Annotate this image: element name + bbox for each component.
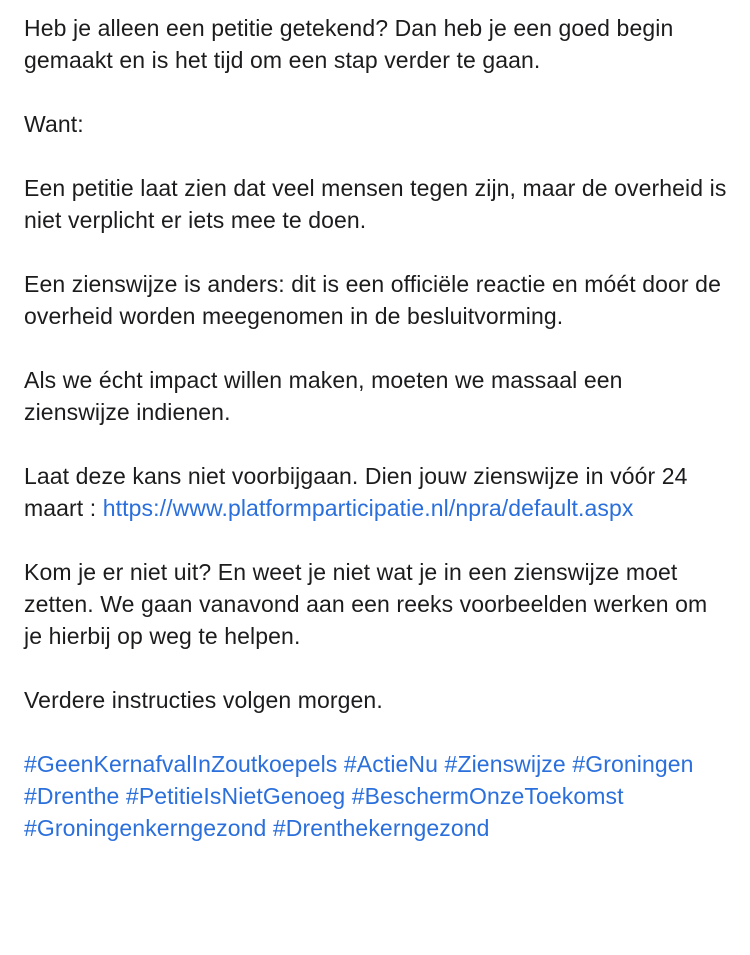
paragraph-help: Kom je er niet uit? En weet je niet wat je in een zienswijze moet zetten. We gaan vanavond aan een reeks voorbeelden werken om je hierbij op weg te helpen. [24,559,708,649]
paragraph-intro: Heb je alleen een petitie getekend? Dan heb je een goed begin gemaakt en is het tijd om een stap verder te gaan. [24,15,674,73]
participation-link[interactable]: https://www.platformparticipatie.nl/npra/default.aspx [102,495,634,521]
hashtag[interactable]: #Groningen [572,751,694,777]
hashtag[interactable]: #PetitieIsNietGenoeg [125,783,346,809]
hashtag[interactable]: #BeschermOnzeToekomst [351,783,624,809]
paragraph-instructions: Verdere instructies volgen morgen. [24,687,383,713]
hashtag-list [24,748,729,844]
hashtag[interactable]: #Zienswijze [444,751,566,777]
deadline-text: Laat deze kans niet voorbijgaan. Dien jouw zienswijze in vóór 24 maart : [24,463,688,521]
paragraph-want: Want: [24,111,84,137]
hashtag[interactable]: #Drenthekerngezond [272,815,490,841]
hashtag[interactable]: #Groningenkerngezond [24,815,267,841]
paragraph-deadline [24,460,729,524]
paragraph-impact: Als we écht impact willen maken, moeten we massaal een zienswijze indienen. [24,367,623,425]
hashtag[interactable]: #Drenthe [24,783,120,809]
post-body [24,12,729,844]
paragraph-petitie: Een petitie laat zien dat veel mensen tegen zijn, maar de overheid is niet verplicht er iets mee te doen. [24,175,727,233]
paragraph-zienswijze: Een zienswijze is anders: dit is een officiële reactie en móét door de overheid worden meegenomen in de besluitvorming. [24,271,721,329]
hashtag[interactable]: #ActieNu [343,751,439,777]
hashtag[interactable]: #GeenKernafvalInZoutkoepels [24,751,338,777]
